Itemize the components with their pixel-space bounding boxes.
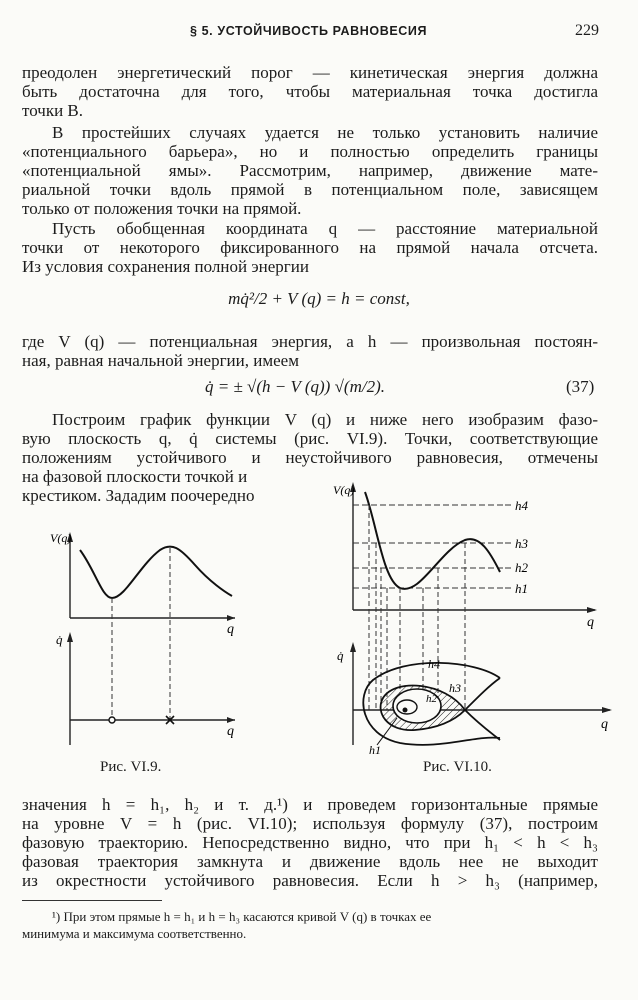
fig10-q-arrow — [587, 607, 597, 613]
fig10-phase-q-arrow — [602, 707, 612, 713]
text-line: значения h = h₁, h₂ и т. д.¹) и проведем горизонтальные прямые — [22, 795, 598, 814]
text-line: Построим график функции V (q) и ниже него изобразим фазо- — [52, 410, 598, 429]
paragraph-1 — [22, 63, 598, 120]
text-line: преодолен энергетический порог — кинетическая энергия должна — [22, 63, 598, 82]
fig9-phase-plane — [56, 632, 235, 745]
fig9-potential-plot — [50, 531, 235, 720]
text-line: точки от некоторого фиксированного на прямой начала отсчета. — [22, 238, 598, 257]
fig10-potential-curve — [365, 492, 500, 589]
energy-formula-text: mq̇²/2 + V (q) = h = const, — [228, 289, 410, 308]
fig9-v-label: V(q) — [50, 531, 72, 545]
text-line: Пусть обобщенная координата q — расстояние материальной — [52, 219, 598, 238]
paragraph-2 — [22, 123, 598, 218]
velocity-formula-text: q̇ = ± √(h − V (q)) √(m/2). — [205, 377, 385, 396]
paragraph-3 — [22, 219, 598, 276]
level-label-h3: h3 — [515, 536, 528, 551]
text-line: из окрестности устойчивого равновесия. Если h > h₃ (например, — [22, 871, 598, 890]
fig9-qdot-label: q̇ — [56, 632, 63, 647]
separatrix-branch-upper — [465, 678, 500, 710]
fig10-caption: Рис. VI.10. — [423, 759, 492, 775]
fig10-phase-plane — [337, 642, 612, 757]
orbit-label-h4: h4 — [428, 657, 440, 671]
text-line: только от положения точки на прямой. — [22, 199, 302, 218]
fig10-v-label: V(q) — [333, 483, 355, 497]
orbit-label-h2: h2 — [426, 693, 437, 705]
text-line: ная, равная начальной энергии, имеем — [22, 351, 299, 370]
fig10-phase-q-label: q — [601, 717, 608, 732]
energy-formula — [0, 289, 638, 309]
equation-number: (37) — [566, 377, 595, 396]
text-line: Из условия сохранения полной энергии — [22, 257, 309, 276]
text-line: «потенциального барьера», но и полностью определить границы — [22, 142, 598, 161]
text-line: положениям устойчивого и неустойчивого равновесия, отмечены — [22, 448, 598, 467]
figure-vi-9 — [20, 520, 260, 760]
fig9-phase-qdot-arrow — [67, 632, 73, 642]
level-label-h2: h2 — [515, 560, 528, 575]
text-line: В простейших случаях удается не только установить наличие — [52, 123, 598, 142]
text-line: вую плоскость q, q̇ системы (рис. VI.9). Точки, соответствующие — [22, 429, 598, 448]
page-number: 229 — [575, 22, 599, 39]
fig9-phase-q-arrow — [227, 717, 235, 723]
fig9-q-arrow — [227, 615, 235, 621]
footnote — [22, 908, 602, 942]
running-header — [0, 22, 638, 46]
level-label-h4: h4 — [515, 498, 528, 513]
text-line: фазовая траектория замкнута и движение вдоль нее не выходит — [22, 852, 598, 871]
text-line: на фазовой плоскости точкой и — [22, 467, 248, 486]
orbit-label-h1: h1 — [369, 743, 381, 757]
text-line: на уровне V = h (рис. VI.10); используя формулу (37), построим — [22, 814, 598, 833]
fig9-potential-curve — [80, 546, 232, 598]
stable-point — [403, 708, 408, 713]
fig9-caption: Рис. VI.9. — [100, 759, 162, 775]
footnote-line-1: ¹) При этом прямые h = h₁ и h = h₃ касаются кривой V (q) в точках ее — [52, 909, 432, 924]
orbit-label-h3: h3 — [449, 681, 461, 695]
text-line: крестиком. Зададим поочередно — [22, 486, 255, 505]
paragraph-6 — [22, 795, 598, 890]
fig10-phase-qdot-arrow — [350, 642, 356, 652]
section-title: § 5. УСТОЙЧИВОСТЬ РАВНОВЕСИЯ — [190, 24, 428, 38]
level-label-h1: h1 — [515, 581, 528, 596]
footnote-line-2: минимума и максимума соответственно. — [22, 926, 247, 941]
orbit-h1 — [397, 700, 417, 714]
fig9-q-label: q — [227, 622, 234, 637]
fig10-q-label: q — [587, 615, 594, 630]
text-line: где V (q) — потенциальная энергия, а h — произвольная постоян- — [22, 332, 598, 351]
stable-point-marker — [109, 717, 115, 723]
text-line: «потенциальной ямы». Рассмотрим, например, движение мате- — [22, 161, 598, 180]
paragraph-4 — [22, 332, 598, 370]
text-line: риальной точки вдоль прямой в потенциальном поле, зависящем — [22, 180, 598, 199]
fig10-guides — [369, 505, 465, 710]
text-line: фазовую траекторию. Непосредственно видно, что при h₁ < h < h₃ — [22, 833, 598, 852]
text-line: точки B. — [22, 101, 84, 120]
text-line: быть достаточна для того, чтобы материальная точка достигла — [22, 82, 598, 101]
footnote-rule — [22, 900, 162, 901]
fig9-phase-q-label: q — [227, 724, 234, 739]
separatrix-branch-lower — [465, 710, 500, 740]
fig10-qdot-label: q̇ — [337, 648, 344, 663]
figure-vi-10 — [325, 470, 625, 760]
